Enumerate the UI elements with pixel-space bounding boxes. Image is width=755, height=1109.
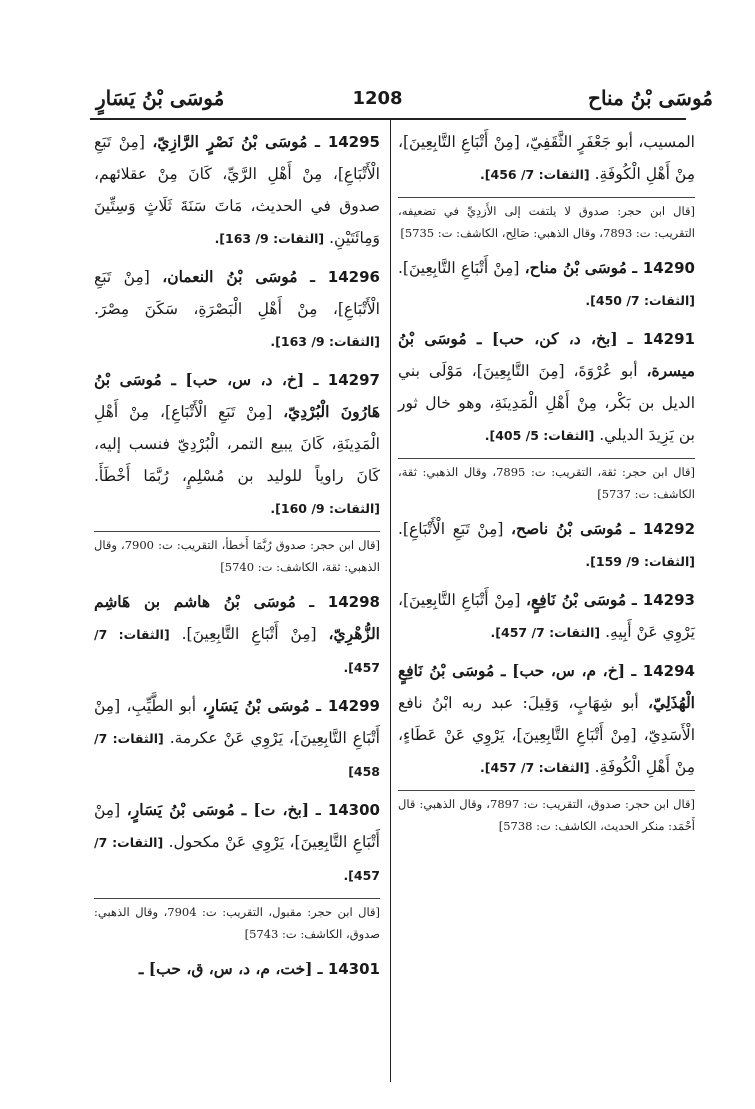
entry-text: [مِنْ أَتْبَاعِ التَّابِعِينَ]، يَرْوِي عَنْ أَبِيهِ. — [398, 591, 695, 641]
narrator-entry — [94, 261, 380, 358]
running-head-left: مُوسَى بْنُ يَسَارٍ — [96, 86, 225, 110]
entry-number: 14292 ـ — [629, 520, 696, 538]
narrator-name: [بخ، د، كن، حب] ـ مُوسَى بْنُ ميسرة، — [398, 329, 695, 380]
narrator-entry — [94, 586, 380, 684]
source-reference: [الثقات: 7/ 457]. — [480, 760, 590, 775]
entry-text: [مِنْ تَبَعِ الْأَتْبَاعِ]، مِنْ أَهْلِ الْبَصْرَةِ، سَكَنَ مِصْرَ. — [94, 268, 380, 318]
entry-number: 14299 ـ — [316, 697, 380, 715]
left-column — [94, 126, 380, 1081]
narrator-name: مُوسَى بْنُ ناصح، — [510, 519, 623, 538]
narrator-name: مُوسَى بْنُ النعمان، — [162, 267, 298, 286]
narrator-entry — [398, 655, 695, 784]
entry-text: أبو الطَّيِّبِ، [مِنْ أَتْبَاعِ التَّابِعِينَ]، يَرْوِي عَنْ عكرمة. — [94, 697, 380, 747]
source-reference: [الثقات: 7/ 458] — [94, 731, 380, 779]
source-reference: [الثقات: 9/ 160]. — [270, 501, 380, 516]
source-reference: [الثقات: 9/ 163]. — [214, 231, 325, 246]
entry-text: أبو عُرْوَةَ، [مِنَ التَّابِعِينَ]، مَوْلَى بني الديل بن بَكْر، مِنْ أَهْلِ الْمَدِينَةِ، وهو خال ثور بن يَزِيدَ الديلي. — [398, 362, 695, 444]
narrator-entry — [398, 584, 695, 649]
entry-text: [مِنْ تَبَعِ الْأَتْبَاعِ]، مِنْ أَهْلِ الْمَدِينَةِ، كَانَ يبيع التمر، الْبُرْدِيّ فنسب إليه، كَانَ راوياً للوليد بن مُسْلِمٍ، رُبَّمَا أَخْطَأَ. — [94, 403, 380, 485]
column-divider — [390, 118, 391, 1082]
entry-text: [مِنْ تَبَعِ الْأَتْبَاعِ]، مِنْ أَهْلِ الرَّيِّ، كَانَ مِنْ عقلائهم، صدوق في الحديث، مَاتَ سَنَةَ ثَلَاثٍ وَسِتِّينَ وَمِائَتَيْنِ. — [94, 133, 380, 247]
entry-text: المسيب، أبو جَعْفَرٍ الثَّقَفِيّ، [مِنْ أَتْبَاعِ التَّابِعِينَ]، مِنْ أَهْلِ الْكُوفَةِ. — [398, 133, 695, 183]
entry-number: 14301 ـ — [317, 960, 380, 978]
narrator-name: مُوسَى بْنُ نَافِعٍ، — [525, 590, 627, 609]
entry-number: 14295 ـ — [314, 133, 380, 151]
narrator-entry — [94, 953, 380, 985]
entry-text: أبو شِهَابٍ، وَقِيلَ: عبد ربه ابْنُ نافع الْأَسَدِيّ، [مِنْ أَتْبَاعِ التَّابِعِينَ]، يَرْوِي عَنْ عَطَاءٍ، مِنْ أَهْلِ الْكُوفَةِ. — [398, 694, 695, 776]
biography-note: [قال ابن حجر: صدوق لا يلتفت إلى الأَزدِيِّ في تضعيفه، التقريب: ت: 7893، وقال الذهبي: صَالِح، الكاشف: ت: 5735] — [398, 197, 695, 244]
source-reference: [الثقات: 9/ 163]. — [270, 334, 380, 349]
entry-text: [مِنْ أَتْبَاعِ التَّابِعِينَ]، يَرْوِي عَنْ مكحول. — [94, 801, 380, 851]
narrator-name: مُوسَى بْنُ نَصْرٍ الرَّازِيّ، — [152, 132, 308, 151]
right-column — [398, 126, 695, 1081]
source-reference: [الثقات: 7/ 457]. — [94, 627, 380, 675]
entry-number: 14294 ـ — [631, 662, 695, 680]
page-header — [0, 86, 755, 114]
entry-number: 14297 ـ — [313, 371, 380, 389]
running-head-right: مُوسَى بْنُ مناح — [588, 86, 713, 110]
entry-number: 14298 ـ — [309, 593, 380, 611]
source-reference: [الثقات: 5/ 405]. — [484, 428, 595, 443]
page-number: 1208 — [352, 88, 403, 109]
narrator-name: [خت، م، د، س، ق، حب] ـ — [138, 959, 313, 978]
entry-text: [مِنْ تَبَعِ الْأَتْبَاعِ]. — [398, 520, 504, 538]
entry-number: 14293 ـ — [631, 591, 695, 609]
narrator-name: [بخ، ت] ـ مُوسَى بْنُ يَسَارٍ، — [126, 800, 310, 819]
entry-text: [مِنْ أَتْبَاعِ التَّابِعِينَ]. — [398, 259, 520, 277]
source-reference: [الثقات: 7/ 450]. — [585, 293, 695, 308]
biography-note: [قال ابن حجر: ثقة، التقريب: ت: 7895، وقال الذهبي: ثقة، الكاشف: ت: 5737] — [398, 458, 695, 505]
entry-number: 14291 ـ — [627, 330, 695, 348]
narrator-name: مُوسَى بْنُ مناح، — [524, 258, 627, 277]
narrator-entry — [94, 126, 380, 255]
narrator-name: مُوسَى بْنُ يَسَارٍ، — [202, 696, 310, 715]
narrator-entry — [398, 126, 695, 191]
entry-text: [مِنْ أَتْبَاعِ التَّابِعِينَ]. — [181, 625, 317, 643]
narrator-entry — [398, 323, 695, 452]
narrator-entry — [94, 690, 380, 788]
source-reference: [الثقات: 7/ 457]. — [94, 835, 380, 883]
narrator-name: [خ، د، س، حب] ـ مُوسَى بْنُ هَارُونَ الْبُرْدِيّ، — [94, 370, 380, 421]
entry-number: 14296 ـ — [309, 268, 380, 286]
narrator-entry — [398, 252, 695, 317]
source-reference: [الثقات: 7/ 456]. — [480, 167, 590, 182]
narrator-entry — [398, 513, 695, 578]
narrator-entry — [94, 364, 380, 525]
entry-number: 14290 ـ — [632, 259, 695, 277]
source-reference: [الثقات: 7/ 457]. — [490, 625, 601, 640]
biography-note: [قال ابن حجر: مقبول، التقريب: ت: 7904، وقال الذهبي: صدوق، الكاشف: ت: 5743] — [94, 898, 380, 945]
biography-note: [قال ابن حجر: صدوق، التقريب: ت: 7897، وقال الذهبي: قال أَحْمَد: منكر الحديث، الكاشف: ت: 5738] — [398, 790, 695, 837]
narrator-name: [خ، م، س، حب] ـ مُوسَى بْنُ نَافِعٍ الْهُذَلِيّ، — [398, 661, 695, 712]
entry-number: 14300 ـ — [315, 801, 380, 819]
narrator-name: مُوسَى بْنُ هاشم بن هَاشِم الزُّهْرِيّ، — [94, 592, 380, 643]
biography-note: [قال ابن حجر: صدوق رُبَّمَا أَخطأ، التقريب: ت: 7900، وقال الذهبي: ثقة، الكاشف: ت: 5740] — [94, 531, 380, 578]
source-reference: [الثقات: 9/ 159]. — [585, 554, 695, 569]
narrator-entry — [94, 794, 380, 892]
header-rule — [90, 118, 686, 120]
